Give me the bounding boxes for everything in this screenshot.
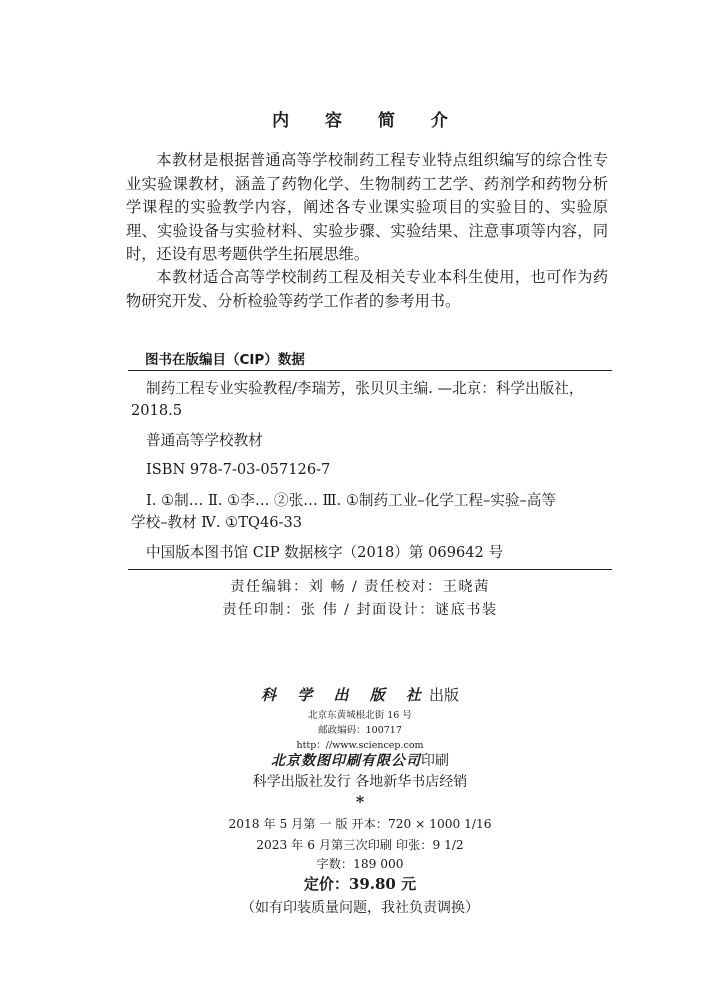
cip-record-number: 中国版本图书馆 CIP 数据核字（2018）第 069642 号 xyxy=(146,544,504,561)
publisher-line xyxy=(0,684,720,705)
word-count: 字数：189 000 xyxy=(316,857,404,871)
quality-note: （如有印装质量问题，我社负责调换） xyxy=(241,900,479,916)
summary-paragraph-2: 本教材适合高等学校制药工程及相关专业本科生使用，也可作为药物研究开发、分析检验等药学工作者的参考用书。 xyxy=(126,268,608,310)
publisher-address: 北京东黄城根北街 16 号 xyxy=(308,710,412,721)
publisher-suffix: 出版 xyxy=(428,686,459,704)
cip-classification-line-2: 学校–教材 Ⅳ. ①TQ46-33 xyxy=(131,514,303,531)
publisher-website: http：//www.sciencep.com xyxy=(296,740,424,751)
summary-paragraph-1: 本教材是根据普通高等学校制药工程专业特点组织编写的综合性专业实验课教材，涵盖了药物化学、生物制药工艺学、药剂学和药物分析学课程的实验教学内容，阐述各专业课实验项目的实验目的、实验原理、实验设备与实验材料、实验步骤、实验结果、注意事项等内容，同时，还设有思考题供学生拓展思维。 xyxy=(126,151,608,263)
distribution-line: 科学出版社发行 各地新华书店经销 xyxy=(252,774,468,790)
cip-classification-line-1: Ⅰ. ①制… Ⅱ. ①李… ②张… Ⅲ. ①制药工业–化学工程–实验–高等 xyxy=(146,492,556,509)
printing-line: 2023 年 6 月第三次印刷 印张：9 1/2 xyxy=(256,838,464,852)
cip-bottom-rule xyxy=(128,569,612,570)
credits-printing-line: 责任印制：张 伟 / 封面设计：谜底书装 xyxy=(222,602,498,618)
summary-title: 内 容 简 介 xyxy=(272,111,463,131)
cip-line-1: 制药工程专业实验教程/李瑞芳，张贝贝主编. —北京：科学出版社， xyxy=(146,380,584,397)
printer-suffix: 印刷 xyxy=(421,753,449,769)
price: 定价：39.80 元 xyxy=(303,875,417,893)
publisher-postcode: 邮政编码：100717 xyxy=(318,725,402,736)
printer-line xyxy=(0,750,720,770)
cip-line-2: 2018.5 xyxy=(131,402,183,419)
printer-name: 北京数图印刷有限公司 xyxy=(271,753,421,769)
cip-isbn: ISBN 978-7-03-057126-7 xyxy=(146,461,331,478)
cip-top-rule xyxy=(128,370,612,371)
cip-line-3: 普通高等学校教材 xyxy=(146,432,263,449)
cip-heading: 图书在版编目（CIP）数据 xyxy=(145,352,305,368)
separator-star: * xyxy=(355,792,365,811)
edition-line: 2018 年 5 月第 一 版 开本：720 × 1000 1/16 xyxy=(228,817,492,831)
credits-editor-line: 责任编辑：刘 畅 / 责任校对：王晓茜 xyxy=(230,579,490,595)
publisher-name: 科 学 出 版 社 xyxy=(261,686,429,704)
